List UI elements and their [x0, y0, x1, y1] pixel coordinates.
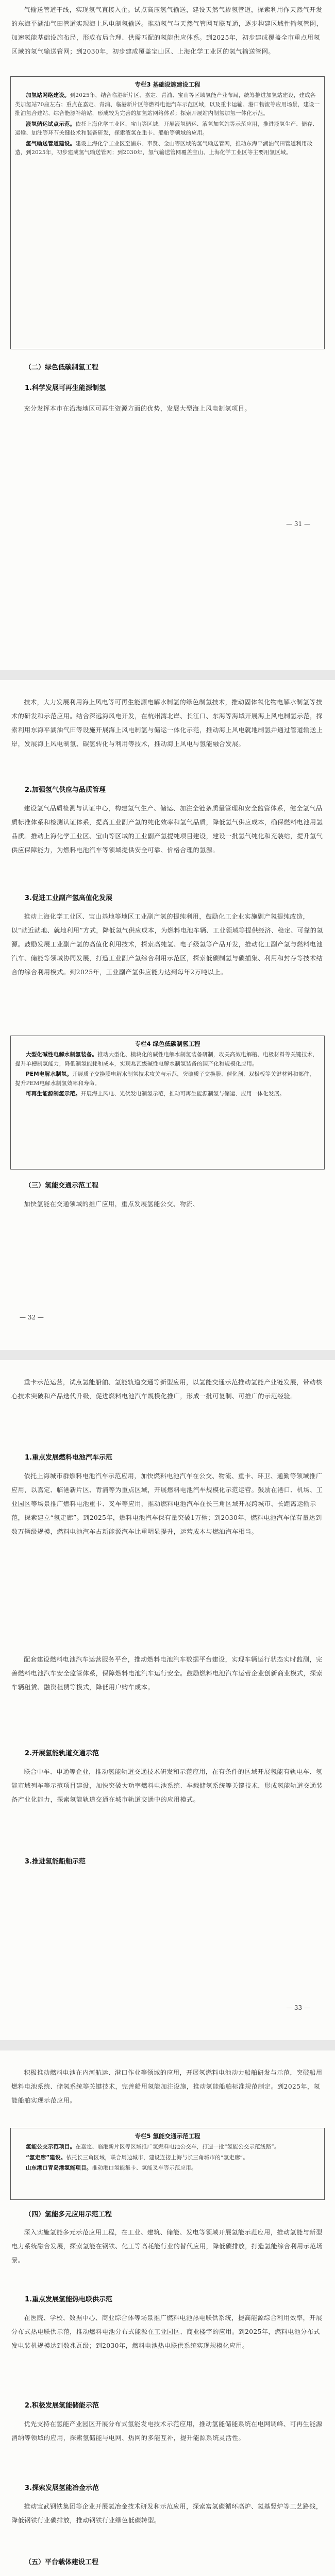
box-paragraph — [15, 2154, 320, 2163]
paragraph: 技术，大力发展利用海上风电等可再生能源电解水制氢的绿色制氢技术，推动固体氧化物电解水制氢等技术的研发和示范应用。结合深远海风电开发，在杭州湾北岸、长江口、东海等海域开展海上风电制氢示范，探索利用东海平湖油气田等设施开展海上风电制氢与储运一体化示范，推动海上风电就地制氢并通过管道输送上岸，发展海上风电制氢、碳氢转化与利用等技术，推动海上风电与氢能融合发展。 — [11, 699, 323, 748]
box-paragraph — [15, 140, 320, 158]
paragraph: 加快氢能在交通领域的推广应用，重点发展氢能公交、物流、 — [24, 1200, 199, 1208]
page-number: — 31 — — [286, 520, 310, 528]
subsection-heading: 1.科学发展可再生能源制氢 — [25, 384, 106, 392]
paragraph: 气输送管道干线，实现氢气直接入企。试点高压氢气输送，建设天然气掺氢管道，探索利用作天然气开发的东海平湖油气田管道实现海上风电制氢输送。推动氢气与天然气管网互联互通，逐步构建区域性输氢管网，加速氢能基础设施布局，形成布局合理、供需匹配的氢能供应体系。到2025年，初步建成覆盖全市重点用氢区域的氢气输送管网；到2030年，初步建成覆盖宝山区、上海化学工业区的氢气输送管网。 — [11, 6, 323, 55]
subsection-heading: 1.重点发展燃料电池汽车示范 — [25, 1454, 112, 1462]
subsection-heading: 2.积极发展氢能储能示范 — [25, 2402, 99, 2410]
box-paragraph — [15, 120, 320, 138]
paragraph: 推动宝武钢铁集团等企业开展氢冶金技术研发和示范应用，探索富氢碳循环高炉、氢基竖炉等工艺路线，降低钢铁行业碳排放，推动钢铁行业绿色低碳转型。 — [11, 2503, 323, 2524]
column-box — [10, 2128, 325, 2200]
subsection-heading: 3.推进氢能船舶示范 — [25, 1858, 86, 1866]
paragraph: 充分发挥本市在沿海地区可再生资源方面的优势，发展大型海上风电制氢项目。 — [24, 405, 251, 412]
box-text: 在嘉定、临港新片区等区域推广氢燃料电池公交车，打造一批“氢能公交示范线路”。 — [75, 2144, 280, 2150]
subsection-heading: 3.探索发展氢能冶金示范 — [25, 2484, 99, 2492]
box-text: 建设上海化学工业区至浦东、奉贤、金山等区域的氢气输送管网，推动东海平湖油气田管道利用改造，到2025年，初步建成氢气输送管网；到2030年，氢气输送管网覆盖宝山、上海化学工业区等主要用氢区域。 — [15, 140, 313, 156]
box-label: 山东港口青岛港氢能项目。 — [26, 2165, 92, 2171]
box-text: 依托长三角区域，联合周边城市，建设连接上海与长三角城市的“氢走廊”。 — [66, 2154, 248, 2161]
box-label: “氢走廊”建设。 — [26, 2154, 66, 2161]
subsection-heading: 2.开展氢能轨道交通示范 — [25, 1750, 99, 1757]
paragraph: 推动上海化学工业区、宝山基地等地区工业副产氢的提纯利用，鼓励化工企业实施副产氢提纯改造，以“就近就地、就地利用”方式，降低氢气供应成本，为燃料电池车辆、工业领域等提供经济、稳定、可靠的氢源。鼓励发展工业副产氢的高值化利用技术，探索高纯氢、电子级氢等产品开发，推动化工副产氢与燃料电池汽车、储能等领域协同发展，打造工业副产氢综合利用示范区，探索低碳制氢与碳捕集、利用和封存等技术结合的综合利用模式。到2025年，工业副产氢供应能力达到每年2万吨以上。 — [11, 913, 323, 976]
paragraph: 重卡示范运营，试点氢能船舶、氢能轨道交通等新型应用，以氢能交通示范推动氢能产业链发展，带动核心技术突破和产品迭代升级，促进燃料电池汽车规模化推广，形成一批可复制、可推广的示范经验。 — [11, 1379, 323, 1400]
document-page-34 — [0, 2050, 335, 2576]
subsection-heading: 1.重点发展氢能热电联供示范 — [25, 2296, 112, 2303]
document-page-33 — [0, 1360, 335, 2040]
paragraph — [11, 2574, 324, 2576]
box-paragraph — [15, 2164, 320, 2173]
box-label: 大型化碱性电解水制氢装备。 — [26, 1052, 98, 1058]
box-text: 开展海上风电、光伏发电制氢示范，推动可再生能源制氢与储运、应用一体化发展。 — [81, 1091, 285, 1097]
box-label: 氢气输送管道建设。 — [26, 140, 76, 147]
paragraph: 联合中车、申通等企业，推动氢能轨道交通技术研发和示范应用，在有条件的区域开展氢能有轨电车、氢能市域列车等示范项目建设，加快突破大功率燃料电池系统、车载储氢系统等关键技术，形成氢能轨道交通装备产业化能力，探索氢能轨道交通在城市轨道交通中的应用模式。 — [11, 1768, 323, 1803]
box-label: 可再生能源制氢示范。 — [26, 1091, 81, 1097]
page-number: — 33 — — [286, 2004, 310, 2011]
document-page-32 — [0, 680, 335, 1350]
box-label: 氢能公交示范项目。 — [26, 2144, 76, 2150]
column-box — [10, 76, 325, 349]
paragraph: 配套建设燃料电池汽车运营服务平台，推动燃料电池汽车数据平台建设，实现车辆运行状态实时监测，完善燃料电池汽车安全监管体系，保障燃料电池汽车运行安全。鼓励燃料电池汽车运营企业创新商业模式，探索车辆租赁、融资租赁等模式，降低用户购车成本。 — [11, 1656, 323, 1691]
paragraph: 在医院、学校、数据中心、商业综合体等场景推广燃料电池热电联供系统，提高能源综合利用效率，开展分布式热电联供示范，推动燃料电池分布式能源在工业园区、商业楼宇的应用。到2025年，燃料电池分布式发电装机规模达到数兆瓦级；到2030年，燃料电池热电联供系统实现规模化应用。 — [11, 2314, 323, 2349]
paragraph: 积极推动燃料电池在内河航运、港口作业等领域的应用，开展氢燃料电池动力船舶研发与示范，突破船用燃料电池系统、储氢系统等关键技术，完善船用氢能加注设施，推动氢能船舶标准规范制定。到2025年，氢能船舶实现示范应用。 — [11, 2069, 323, 2104]
box-paragraph — [15, 1050, 320, 1069]
box-text: 推动港口氢能集卡、氢能叉车等示范应用。 — [92, 2165, 197, 2171]
section-heading: （二）绿色低碳制氢工程 — [25, 364, 99, 371]
box-title: 专栏3 基础设施建设工程 — [135, 81, 200, 88]
box-text: 到2025年，结合临港新片区、嘉定、青浦、宝山等区域氢能产业布局，统筹推进加氢站建设，建成各类加氢站70座左右；重点在嘉定、青浦、临港新片区等燃料电池汽车示范区域，以及重卡运输、港口物流等应用场景，建设一批油氢合建站、综合能源补给站，形成较为完善的加氢站网络体系；探索开展站内制氢加氢一体化示范。 — [15, 92, 320, 116]
section-heading: （三）氢能交通示范工程 — [25, 1182, 99, 1190]
box-title: 专栏4 绿色低碳制氢工程 — [135, 1040, 200, 1047]
paragraph: 优先支持在氢能产业园区开展分布式氢能发电技术示范应用，推动氢能储能系统在电网调峰、可再生能源消纳等领域的应用，探索氢储能与电网、热网的多能互补，提升能源系统灵活性。 — [11, 2420, 323, 2442]
box-text: 推动大型化、模块化的碱性电解水制氢装备研制，攻关高效电解槽、电极材料等关键技术，提升单槽制氢能力，降低制氢能耗和成本，实现兆瓦级碱性电解水制氢装备的国产化和规模化应用。 — [15, 1052, 319, 1067]
paragraph: 建设氢气品质检测与认证中心，构建氢气生产、储运、加注全链条质量管理和安全监管体系，健全氢气品质标准体系和检测认证体系，提高工业副产氢的纯化效率和氢气品质，降低氢气供应成本，确保燃料电池用氢品质。推动上海化学工业区、宝山等区域的工业副产氢提纯项目建设，建设一批氢气纯化和充装站，提升氢气供应保障能力，为燃料电池汽车等领域提供安全可靠、价格合理的氢源。 — [11, 805, 323, 854]
box-text: 依托上海化学工业区、宝山等区域，开展液氢储运、液氢加氢站等示范应用，推进液氢生产、储存、运输、加注等环节关键技术和装备研发，探索液氢在重卡、船舶等领域的应用。 — [15, 121, 319, 136]
paragraph: 依托上海城市群燃料电池汽车示范应用，加快燃料电池汽车在公交、物流、重卡、环卫、通勤等领域推广应用，以嘉定、临港新片区、青浦等为重点区域，开展燃料电池汽车规模化示范运营。鼓励在港口、机场、工业园区等场景推广燃料电池重卡、叉车等应用，推动燃料电池汽车在长三角区域开展跨城市、长距离运输示范，探索建立“氢走廊”。到2025年，燃料电池汽车保有量突破1万辆；到2030年，燃料电池汽车保有量达到数万辆级规模，燃料电池汽车占新能源汽车比重明显提升，运营成本与燃油汽车相当。 — [11, 1472, 323, 1535]
subsection-heading: 3.促进工业副产氢高值化发展 — [25, 894, 112, 902]
box-paragraph — [15, 1070, 320, 1088]
box-label: PEM电解水制氢。 — [26, 1071, 73, 1077]
section-heading: （五）平台载体建设工程 — [25, 2558, 99, 2566]
box-paragraph — [15, 91, 320, 118]
page-number: — 32 — — [20, 1314, 44, 1321]
column-box — [10, 1036, 325, 1170]
box-label: 加氢站网络建设。 — [26, 92, 70, 98]
section-heading: （四）氢能多元应用示范工程 — [25, 2211, 112, 2218]
box-title: 专栏5 氢能交通示范工程 — [135, 2132, 200, 2140]
box-text: 开展质子交换膜电解水制氢技术攻关与示范，突破质子交换膜、催化剂、双极板等关键材料和部件，提升PEM电解水制氢效率和寿命。 — [15, 1071, 315, 1087]
box-paragraph — [15, 2143, 320, 2152]
box-paragraph — [15, 1090, 320, 1099]
document-page-31 — [0, 0, 335, 670]
paragraph: 深入实施氢能多元示范应用工程，在工业、建筑、储能、发电等领域开展氢能示范应用，推动氢能与新型电力系统融合发展，探索氢能在钢铁、化工等高耗能行业的替代应用，降低碳排放，打造氢能综合利用示范场景。 — [11, 2229, 323, 2264]
subsection-heading: 2.加强氢气供应与品质管理 — [25, 786, 106, 794]
box-label: 液氢储运试点示范。 — [26, 121, 76, 127]
